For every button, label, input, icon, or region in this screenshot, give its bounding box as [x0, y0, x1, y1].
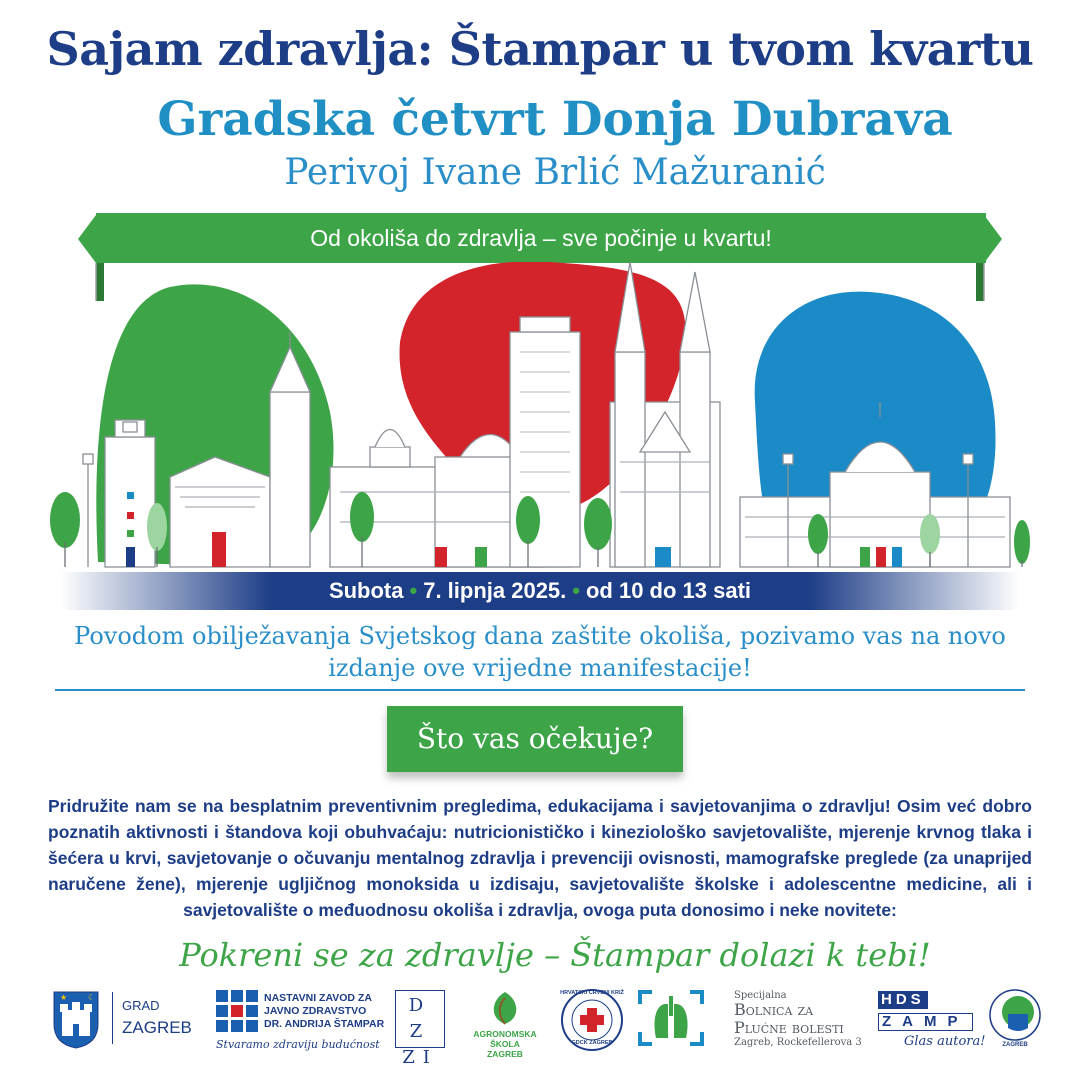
event-date: 7. lipnja 2025. [423, 578, 567, 603]
slogan: Pokreni se za zdravlje – Štampar dolazi k tebi! [179, 936, 931, 974]
redcross-text-top: HRVATSKI CRVENI KRIŽ [560, 990, 624, 996]
separator-dot-icon: • [409, 578, 418, 603]
healthy-city-logo-icon [986, 988, 1044, 1042]
nzjz-line: DR. ANDRIJA ŠTAMPAR [264, 1018, 385, 1030]
svg-text:★: ★ [60, 993, 68, 1002]
agro-line: ZAGREB [487, 1049, 523, 1059]
event-day: Subota [328, 578, 404, 603]
city-skyline-illustration [40, 262, 1040, 574]
zagreb-coat-of-arms-icon [50, 988, 102, 1050]
separator-dot-icon: • [572, 578, 580, 603]
nzjz-name [264, 992, 384, 1031]
nzjz-logo-icon [216, 990, 260, 1034]
district-title: Gradska četvrt Donja Dubrava [157, 92, 953, 147]
agronomska-name [460, 1029, 550, 1059]
nzjz-tagline: Stvaramo zdraviju budućnost [216, 1038, 380, 1051]
divider [55, 689, 1025, 691]
what-to-expect-banner: Što vas očekuje? [387, 706, 683, 772]
bolnica-line: Specijalna [734, 990, 787, 1001]
theme-ribbon: Od okoliša do zdravlja – sve počinje u kvartu! [96, 213, 986, 263]
hds-label: HDS [878, 991, 928, 1009]
event-date-bar [60, 572, 1020, 610]
agro-line: AGRONOMSKA ŠKOLA [473, 1029, 537, 1049]
grad-label: GRAD [122, 998, 160, 1013]
svg-text:☾: ☾ [88, 993, 96, 1002]
event-time: od 10 do 13 sati [585, 578, 752, 603]
nzjz-line: NASTAVNI ZAVOD ZA [264, 992, 372, 1004]
agronomska-leaf-icon [485, 988, 525, 1026]
page-title: Sajam zdravlja: Štampar u tvom kvartu [46, 22, 1034, 76]
body-paragraph: Pridružite nam se na besplatnim preventivnim pregledima, edukacijama i savjetovanjima o zdravlju! Osim već dobro poznatih aktivnosti i štandova koji obuhvaćaju: nutricionističko i kineziološko savjetovalište, mjerenje krvnog tlaka i šećera u krvi, savjetovanje o očuvanju mentalnog zdravlja i prevenciji ovisnosti, mamografske preglede (za unaprijed naručene žene), mjerenje ugljičnog monoksida u izdisaju, savjetovalište školske i adolescentne medicine, ali i savjetovalište o međuodnosu okoliša i zdravlja, ovoga puta donosimo i neke novitete: [48, 796, 1032, 920]
bolnica-line: Plućne bolesti [734, 1018, 844, 1037]
logo-divider [112, 992, 113, 1044]
redcross-text-bottom: GDCK ZAGREB [571, 1040, 613, 1046]
bolnica-line: Zagreb, Rockefellerova 3 [734, 1037, 862, 1048]
venue-title: Perivoj Ivane Brlić Mažuranić [284, 152, 826, 193]
intro-text: Povodom obilježavanja Svjetskog dana zaštite okoliša, pozivamo vas na novo izdanje ove vrijedne manifestacije! [74, 622, 1006, 682]
nzjz-line: JAVNO ZDRAVSTVO [264, 1005, 367, 1017]
zagreb-label: ZAGREB [122, 1018, 192, 1037]
hds-tagline: Glas autora! [904, 1034, 986, 1049]
lungs-logo-icon [638, 990, 704, 1046]
bolnica-line: Bolnica za [734, 1000, 814, 1019]
dzzi-logo: DZZI [395, 990, 445, 1048]
bolnica-logo [734, 990, 862, 1048]
zamp-label: ZAMP [878, 1013, 973, 1031]
healthy-city-label: ZAGREB [1002, 1042, 1028, 1048]
